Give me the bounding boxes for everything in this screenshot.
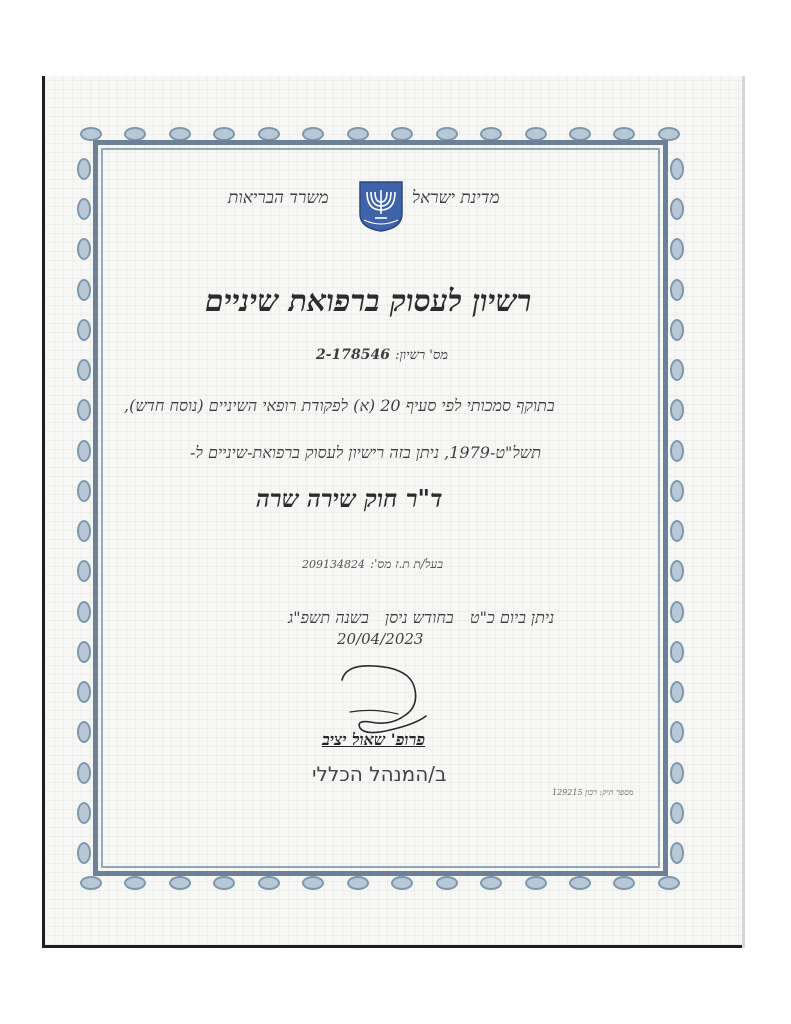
id-row	[302, 553, 443, 572]
certificate-title: רשיון לעסוק ברפואת שיניים	[205, 284, 532, 319]
issued-day: ניתן ביום כ"ט	[470, 608, 555, 627]
file-reference-label: מספר תיק: רבון	[585, 788, 634, 797]
header-ministry: משרד הבריאות	[228, 188, 329, 208]
license-number: 2-178546	[316, 347, 390, 363]
issued-year: בשנה תשפ"ג	[288, 608, 369, 627]
license-number-label: מס' רשיון:	[395, 348, 448, 363]
handwritten-signature	[330, 658, 440, 738]
menorah-emblem-icon	[357, 180, 405, 232]
id-number: 209134824	[302, 558, 365, 571]
ornament-border-left	[77, 158, 91, 864]
issued-month: בחודש ניסן	[385, 608, 454, 627]
scan-edge	[742, 76, 745, 948]
id-label: בעל/ת ת.ז מס':	[370, 557, 444, 571]
license-number-row	[316, 344, 448, 363]
ornament-border-right	[670, 158, 684, 864]
signatory-name: פרופ' שאול יציב	[322, 730, 426, 749]
file-reference-number: 129215	[552, 788, 583, 797]
holder-name: ד"ר חוק שירה שרה	[256, 484, 443, 513]
ornament-border-bottom	[80, 876, 680, 890]
body-line-1: בתוקף סמכותי לפי סעיף 20 (א) לפקודת רופאי השיניים (נוסח חדש),	[124, 396, 555, 415]
file-reference	[552, 788, 633, 797]
ornament-border-top	[80, 127, 680, 141]
issued-date: 20/04/2023	[337, 630, 424, 648]
signatory-title: ב/המנהל הכללי	[312, 762, 447, 786]
body-line-2: תשל"ט-1979, ניתן בזה רישיון לעסוק ברפואת-שיניים ל-	[190, 443, 541, 462]
header-state: מדינת ישראל	[412, 188, 500, 208]
